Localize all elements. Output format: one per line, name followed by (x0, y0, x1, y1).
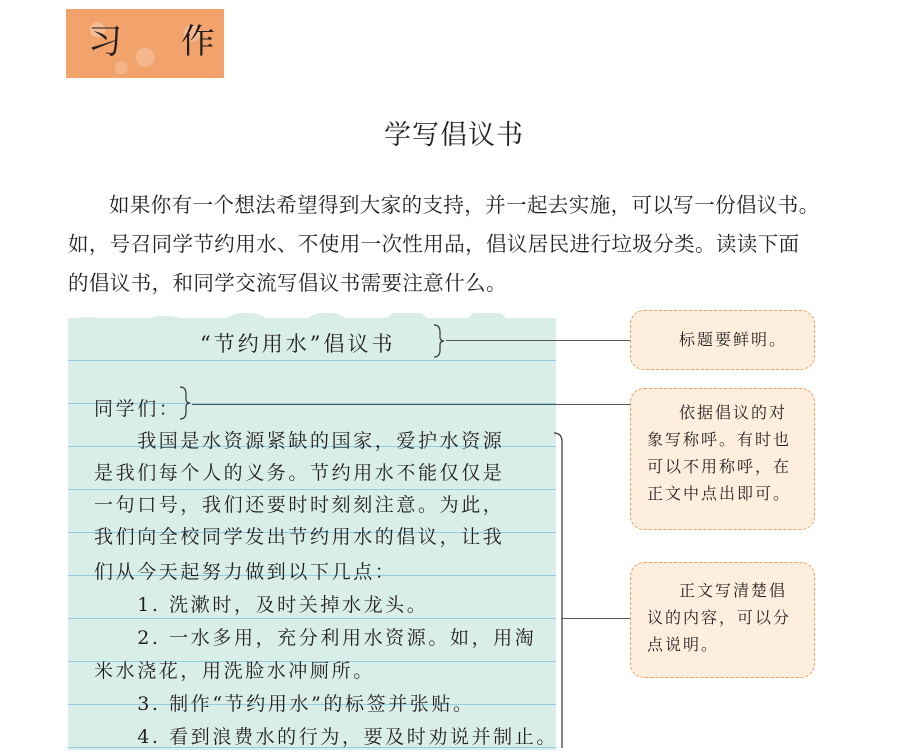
body-connector (562, 618, 630, 619)
letter-list-item: 1. 洗漱时，及时关掉水龙头。 (94, 594, 429, 616)
annotation-salutation-note: 依据倡议的对象写称呼。有时也可以不用称呼，在正文中点出即可。 (630, 388, 815, 530)
letter-body-line: 们从今天起努力做到以下几点： (94, 561, 397, 583)
letter-list-item: 2. 一水多用，充分利用水资源。如，用淘 (94, 627, 537, 649)
letter-body-line: 是我们每个人的义务。节约用水不能仅仅是 (94, 462, 505, 484)
letter-list-item: 4. 看到浪费水的行为，要及时劝说并制止。 (94, 726, 558, 748)
salutation-connector (192, 404, 630, 405)
annotation-title-note: 标题要鲜明。 (630, 310, 815, 370)
salutation-bracket (178, 386, 192, 420)
letter-list-item: 3. 制作“节约用水”的标签并张贴。 (94, 693, 475, 715)
section-header-label: 习 作 (88, 22, 239, 62)
annotation-body-note: 正文写清楚倡议的内容，可以分点说明。 (630, 562, 815, 678)
title-connector (446, 340, 630, 341)
letter-body-line: 一句口号，我们还要时时刻刻注意。为此， (94, 494, 505, 516)
letter-body-line: 我们向全校同学发出节约用水的倡议，让我 (94, 526, 505, 548)
intro-paragraph: 如果你有一个想法希望得到大家的支持，并一起去实施，可以写一份倡议书。如，号召同学节约用水、不使用一次性用品，倡议居民进行垃圾分类。读读下面的倡议书，和同学交流写倡议书需要注意什么。 (68, 193, 820, 295)
letter-title: “节约用水”倡议书 (200, 332, 396, 356)
torn-paper-edge (68, 313, 556, 325)
page-title: 学写倡议书 (384, 120, 524, 151)
letter-salutation: 同学们： (94, 398, 181, 420)
title-bracket (432, 324, 446, 358)
body-bracket (552, 432, 566, 748)
letter-body-line: 我国是水资源紧缺的国家，爱护水资源 (94, 430, 505, 452)
letter-body-line: 米水浇花，用洗脸水冲厕所。 (94, 660, 375, 682)
